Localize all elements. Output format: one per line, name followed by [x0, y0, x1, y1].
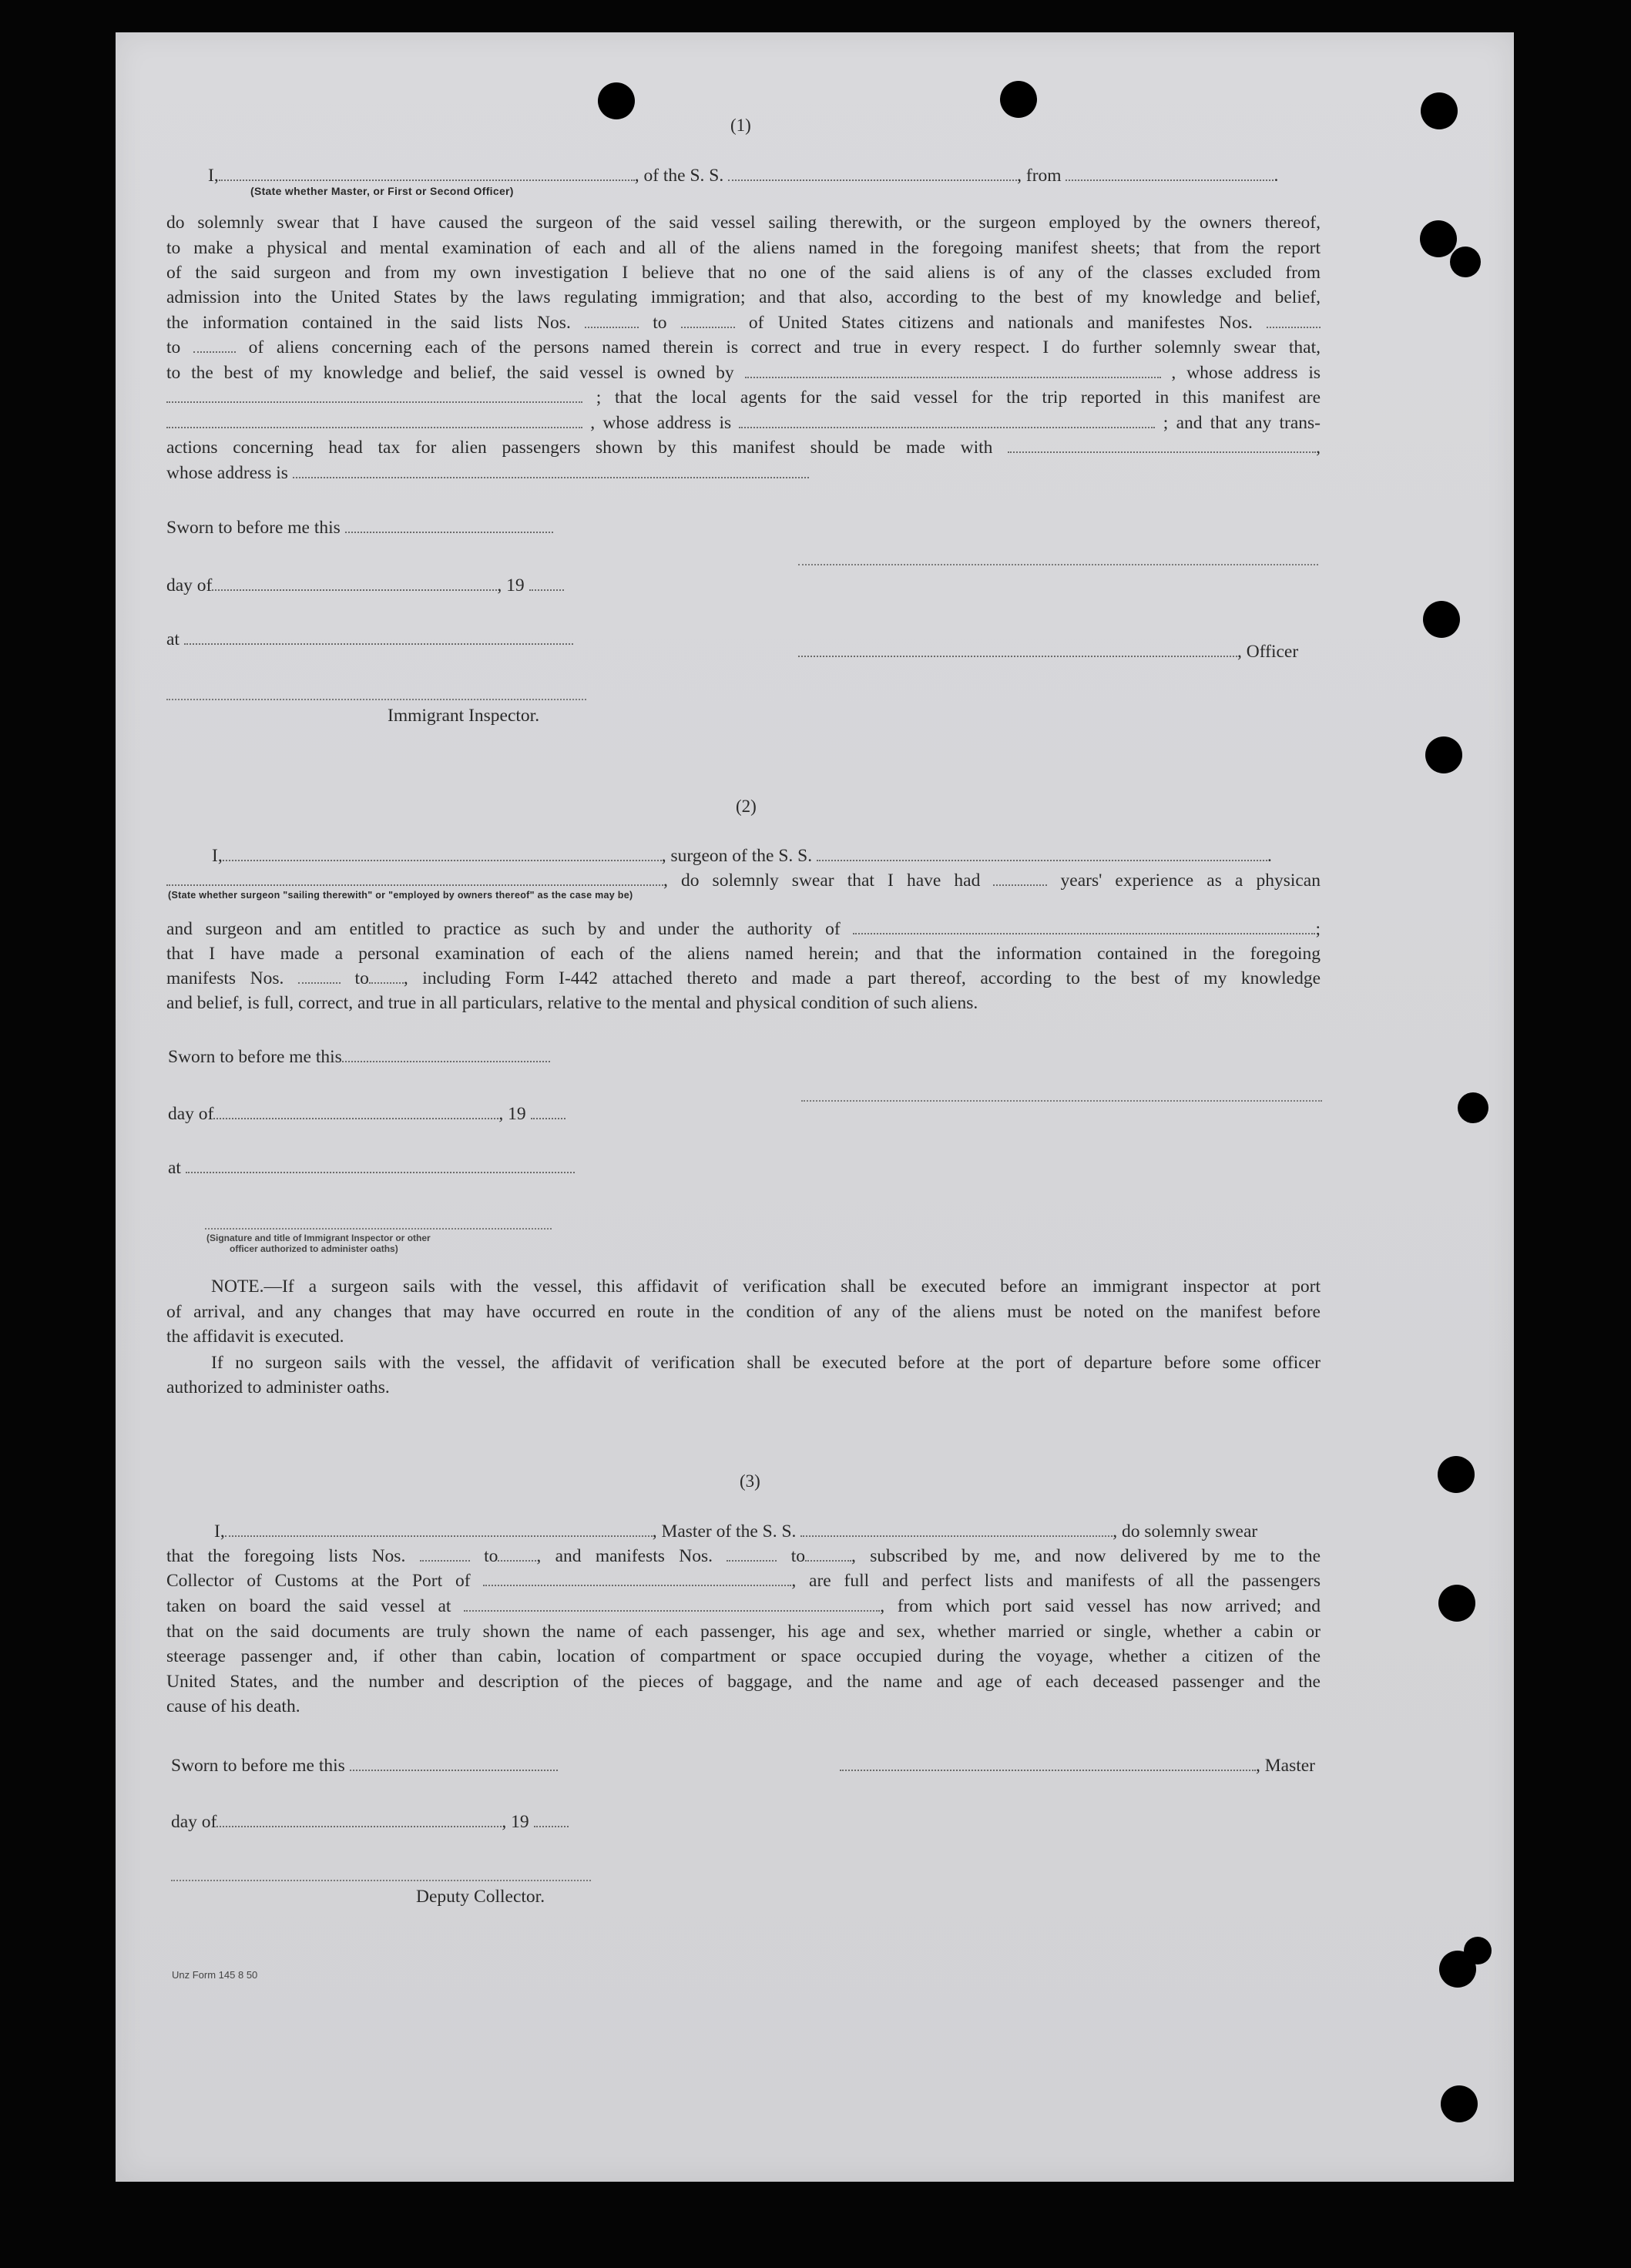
signature-note: (Signature and title of Immigrant Inspector or other: [206, 1233, 431, 1243]
master-name-field[interactable]: [225, 1520, 653, 1537]
section-3-line-1: I, , Master of the S. S. , do solemnly swear: [214, 1522, 1258, 1542]
section-1-body-line: of the said surgeon and from my own investigation I believe that no one of the said aliens is of any of the classes excluded from: [166, 263, 1321, 283]
deputy-collector-label: Deputy Collector.: [416, 1887, 545, 1907]
lists-to-field[interactable]: [681, 311, 735, 328]
section-3-master-signature: , Master: [840, 1753, 1315, 1778]
note-paragraph-line: of arrival, and any changes that may have occurred en route in the condition of any of the aliens must be noted on the manifest before: [166, 1302, 1321, 1322]
agents-field[interactable]: [166, 411, 582, 428]
years-experience-field[interactable]: [993, 869, 1047, 886]
inspector-signature-line[interactable]: [166, 699, 586, 700]
note-paragraph-line: the affidavit is executed.: [166, 1327, 344, 1347]
punch-hole: [1438, 1585, 1475, 1622]
section-3-body-line: steerage passenger and, if other than cabin, location of compartment or space occupied during the voyage, whether a citizen of the: [166, 1646, 1321, 1666]
section-2-signature-line[interactable]: [801, 1100, 1322, 1102]
section-2-line-3: and surgeon and am entitled to practice as such by and under the authority of ;: [166, 919, 1321, 939]
section-1-line-10: actions concerning head tax for alien passengers shown by this manifest should be made with ,: [166, 438, 1321, 458]
section-1-body-line: do solemnly swear that I have caused the surgeon of the said vessel sailing therewith, or the surgeon employed by the owners thereof,: [166, 213, 1321, 233]
sworn-day-field[interactable]: [350, 1754, 558, 1771]
surgeon-name-field[interactable]: [223, 844, 662, 861]
pronoun-i: I,: [208, 166, 219, 186]
section-3-body-line: that on the said documents are truly shown the name of each passenger, his age and sex, whether married or single, whether a cabin or: [166, 1622, 1321, 1642]
section-1-sworn: Sworn to before me this: [166, 515, 553, 540]
punch-hole: [1423, 601, 1460, 638]
month-field[interactable]: [212, 574, 497, 591]
authority-field[interactable]: [853, 918, 1315, 934]
section-3-body-line: United States, and the number and description of the pieces of baggage, and the name and age of each deceased passenger and the: [166, 1672, 1321, 1692]
surgeon-status-field[interactable]: [166, 869, 663, 886]
punch-hole: [1425, 736, 1462, 773]
note-paragraph-line: authorized to administer oaths.: [166, 1377, 390, 1397]
month-field[interactable]: [216, 1810, 502, 1827]
manifests-to-field[interactable]: [805, 1545, 851, 1562]
manifests-to-field[interactable]: [193, 336, 236, 353]
section-1-line-7: to the best of my knowledge and belief, the said vessel is owned by , whose address is: [166, 363, 1321, 383]
note-paragraph-line: If no surgeon sails with the vessel, the affidavit of verification shall be executed before at the port of departure before some officer: [211, 1353, 1321, 1373]
section-2-sworn: Sworn to before me this: [168, 1045, 550, 1069]
section-2-day-of: day of , 19: [168, 1102, 565, 1126]
section-1-body-line: admission into the United States by the laws regulating immigration; and that also, according to the best of my knowledge and belief,: [166, 287, 1321, 307]
section-3-day-of: day of , 19: [171, 1810, 569, 1834]
lists-to-field[interactable]: [498, 1545, 536, 1562]
place-field[interactable]: [186, 1156, 575, 1173]
owner-address-field[interactable]: [166, 386, 582, 403]
vessel-name-field[interactable]: [800, 1520, 1113, 1537]
manifests-from-field[interactable]: [727, 1545, 777, 1562]
section-1-officer-signature: , Officer: [798, 639, 1298, 664]
section-1-body-line: to make a physical and mental examination of each and all of the aliens named in the foregoing manifest sheets; that from the report: [166, 238, 1321, 258]
vessel-name-field[interactable]: [817, 844, 1267, 861]
month-field[interactable]: [213, 1102, 498, 1119]
section-1-at: at: [166, 627, 573, 652]
lists-from-field[interactable]: [420, 1545, 470, 1562]
section-1-signature-line[interactable]: [798, 564, 1318, 565]
manifests-to-field[interactable]: [369, 967, 404, 984]
sworn-day-field[interactable]: [345, 516, 553, 533]
section-3-line-2: that the foregoing lists Nos. to , and manifests Nos. to , subscribed by me, and now delivered by me to the: [166, 1546, 1321, 1566]
section-1-day-of: day of , 19: [166, 573, 564, 598]
collector-signature-line[interactable]: [171, 1880, 591, 1881]
section-2-line-2: , do solemnly swear that I have had years' experience as a physican: [166, 868, 1321, 893]
year-field[interactable]: [531, 1102, 565, 1119]
vessel-name-field[interactable]: [728, 164, 1017, 181]
section-1-line-5: the information contained in the said lists Nos. to of United States citizens and nationals and manifestes Nos.: [166, 310, 1321, 335]
section-3-sworn: Sworn to before me this: [171, 1753, 558, 1778]
section-2-surgeon-note: (State whether surgeon "sailing therewith" or "employed by owners thereof" as the case may be): [168, 890, 633, 901]
place-field[interactable]: [184, 628, 573, 645]
head-tax-party-field[interactable]: [1008, 436, 1316, 453]
punch-hole: [1450, 247, 1481, 277]
immigrant-inspector-label: Immigrant Inspector.: [388, 706, 540, 726]
officer-signature-field[interactable]: [798, 640, 1237, 657]
officer-name-field[interactable]: [219, 164, 635, 181]
sworn-day-field[interactable]: [342, 1045, 550, 1062]
signature-note: officer authorized to administer oaths): [230, 1243, 398, 1254]
section-2-line-6: and belief, is full, correct, and true in all particulars, relative to the mental and physical condition of such aliens.: [166, 993, 978, 1013]
manifests-from-field[interactable]: [298, 967, 341, 984]
section-1-number: (1): [730, 116, 751, 135]
lists-from-field[interactable]: [585, 311, 639, 328]
from-port-field[interactable]: [1066, 164, 1274, 181]
note-paragraph-line: NOTE.—If a surgeon sails with the vessel, this affidavit of verification shall be executed before an immigrant inspector at port: [211, 1277, 1321, 1297]
year-field[interactable]: [529, 574, 564, 591]
section-2-line-1: I, , surgeon of the S. S. .: [212, 846, 1272, 866]
punch-hole: [1421, 92, 1458, 129]
port-field[interactable]: [483, 1569, 791, 1586]
inspector-signature-line[interactable]: [205, 1228, 552, 1230]
section-3-body-line: cause of his death.: [166, 1696, 300, 1716]
manifests-from-field[interactable]: [1267, 311, 1321, 328]
section-1-line-1: I, , of the S. S. , from .: [208, 166, 1279, 186]
embarkation-port-field[interactable]: [464, 1595, 880, 1612]
section-1-line-8: ; that the local agents for the said vessel for the trip reported in this manifest are: [166, 385, 1321, 410]
section-2-number: (2): [736, 797, 757, 816]
section-3-number: (3): [740, 1471, 760, 1491]
punch-hole: [1000, 81, 1037, 118]
section-1-officer-note: (State whether Master, or First or Second Officer): [250, 185, 514, 197]
agents-address-field[interactable]: [739, 411, 1155, 428]
punch-hole: [1464, 1937, 1492, 1964]
year-field[interactable]: [534, 1810, 569, 1827]
head-tax-address-field[interactable]: [293, 461, 809, 478]
punch-hole: [1441, 2085, 1478, 2122]
section-2-line-4: that I have made a personal examination of each of the aliens named herein; and that the information contained in the foregoing: [166, 944, 1321, 964]
section-3-line-3: Collector of Customs at the Port of , are full and perfect lists and manifests of all the passengers: [166, 1571, 1321, 1591]
form-number: Unz Form 145 8 50: [172, 1969, 258, 1981]
section-2-at: at: [168, 1156, 575, 1180]
section-1-line-6: to of aliens concerning each of the persons named therein is correct and true in every respect. I do further solemnly swear that,: [166, 337, 1321, 357]
punch-hole: [1458, 1092, 1488, 1123]
punch-hole: [1420, 220, 1457, 257]
punch-hole: [1438, 1456, 1475, 1493]
section-3-line-4: taken on board the said vessel at , from which port said vessel has now arrived; and: [166, 1596, 1321, 1616]
section-2-line-5: manifests Nos. to , including Form I-442 attached thereto and made a part thereof, according to the best of my knowledge: [166, 968, 1321, 988]
master-signature-field[interactable]: [840, 1754, 1256, 1771]
owner-field[interactable]: [745, 361, 1161, 378]
section-1-line-9: , whose address is ; and that any trans-: [166, 411, 1321, 435]
punch-hole: [598, 82, 635, 119]
section-1-line-11: whose address is: [166, 461, 809, 485]
